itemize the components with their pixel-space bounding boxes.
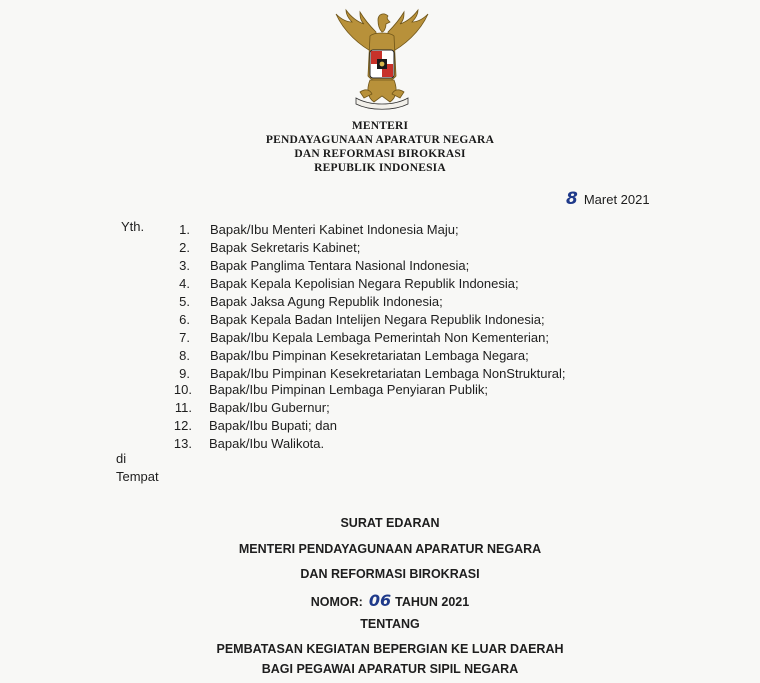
addressee-text: Bapak/Ibu Gubernur;: [209, 400, 330, 415]
ministry-title: MENTERI: [351, 120, 409, 132]
circular-subject-cont: BAGI PEGAWAI APARATUR SIPIL NEGARA: [261, 662, 519, 676]
addressee-number: 8.: [179, 348, 190, 363]
addressee-number: 7.: [179, 330, 190, 345]
addressee-number: 12.: [173, 418, 192, 433]
circular-tentang: TENTANG: [360, 617, 420, 631]
nomor-handwritten: 06: [368, 591, 392, 610]
addressee-text: Bapak/Ibu Menteri Kabinet Indonesia Maju;: [210, 222, 459, 237]
addressee-text: Bapak/Ibu Bupati; dan: [209, 418, 337, 433]
addressee-text: Bapak Jaksa Agung Republik Indonesia;: [210, 294, 443, 309]
addressee-text: Bapak Kepala Kepolisian Negara Republik Indonesia;: [210, 276, 519, 291]
addressee-text: Bapak Panglima Tentara Nasional Indonesia;: [210, 258, 470, 273]
date-day-handwritten: 8: [566, 189, 578, 209]
letter-date: [566, 189, 650, 209]
addressee-text: Bapak Sekretaris Kabinet;: [210, 240, 361, 255]
addressee-text: Bapak/Ibu Pimpinan Lembaga Penyiaran Publik;: [209, 382, 488, 397]
ministry-country: REPUBLIK INDONESIA: [314, 162, 446, 174]
nomor-label: NOMOR:: [310, 595, 363, 609]
salutation-label: Yth.: [121, 219, 145, 234]
nomor-year: TAHUN 2021: [395, 595, 470, 609]
addressee-number: 6.: [179, 312, 190, 327]
addressee-number: 2.: [179, 240, 190, 255]
addressee-text: Bapak/Ibu Pimpinan Kesekretariatan Lembaga Negara;: [210, 348, 529, 363]
addressee-number: 3.: [179, 258, 190, 273]
addressee-number: 9.: [179, 366, 190, 381]
addressee-text: Bapak/Ibu Kepala Lembaga Pemerintah Non Kementerian;: [210, 330, 549, 345]
addressee-number: 4.: [179, 276, 190, 291]
circular-subject: PEMBATASAN KEGIATAN BEPERGIAN KE LUAR DAERAH: [216, 642, 564, 656]
place-tempat: Tempat: [116, 469, 159, 484]
addressee-number: 10.: [173, 382, 192, 397]
addressee-text: Bapak/Ibu Walikota.: [209, 436, 325, 451]
garuda-emblem: [330, 6, 434, 112]
addressee-number: 5.: [179, 294, 190, 309]
addressee-number: 1.: [179, 222, 190, 237]
circular-issuer: MENTERI PENDAYAGUNAAN APARATUR NEGARA: [238, 542, 542, 556]
circular-number: [150, 591, 630, 610]
ministry-name: PENDAYAGUNAAN APARATUR NEGARA: [265, 134, 495, 146]
circular-issuer-cont: DAN REFORMASI BIROKRASI: [300, 567, 480, 581]
addressee-number: 11.: [174, 400, 192, 415]
addressee-number: 13.: [173, 436, 192, 451]
circular-title: SURAT EDARAN: [340, 516, 440, 530]
place-di: di: [116, 451, 127, 466]
date-month-year: Maret 2021: [583, 192, 650, 207]
addressee-text: Bapak/Ibu Pimpinan Kesekretariatan Lembaga NonStruktural;: [210, 366, 566, 381]
ministry-name-cont: DAN REFORMASI BIROKRASI: [294, 148, 466, 160]
addressee-text: Bapak Kepala Badan Intelijen Negara Republik Indonesia;: [210, 312, 545, 327]
